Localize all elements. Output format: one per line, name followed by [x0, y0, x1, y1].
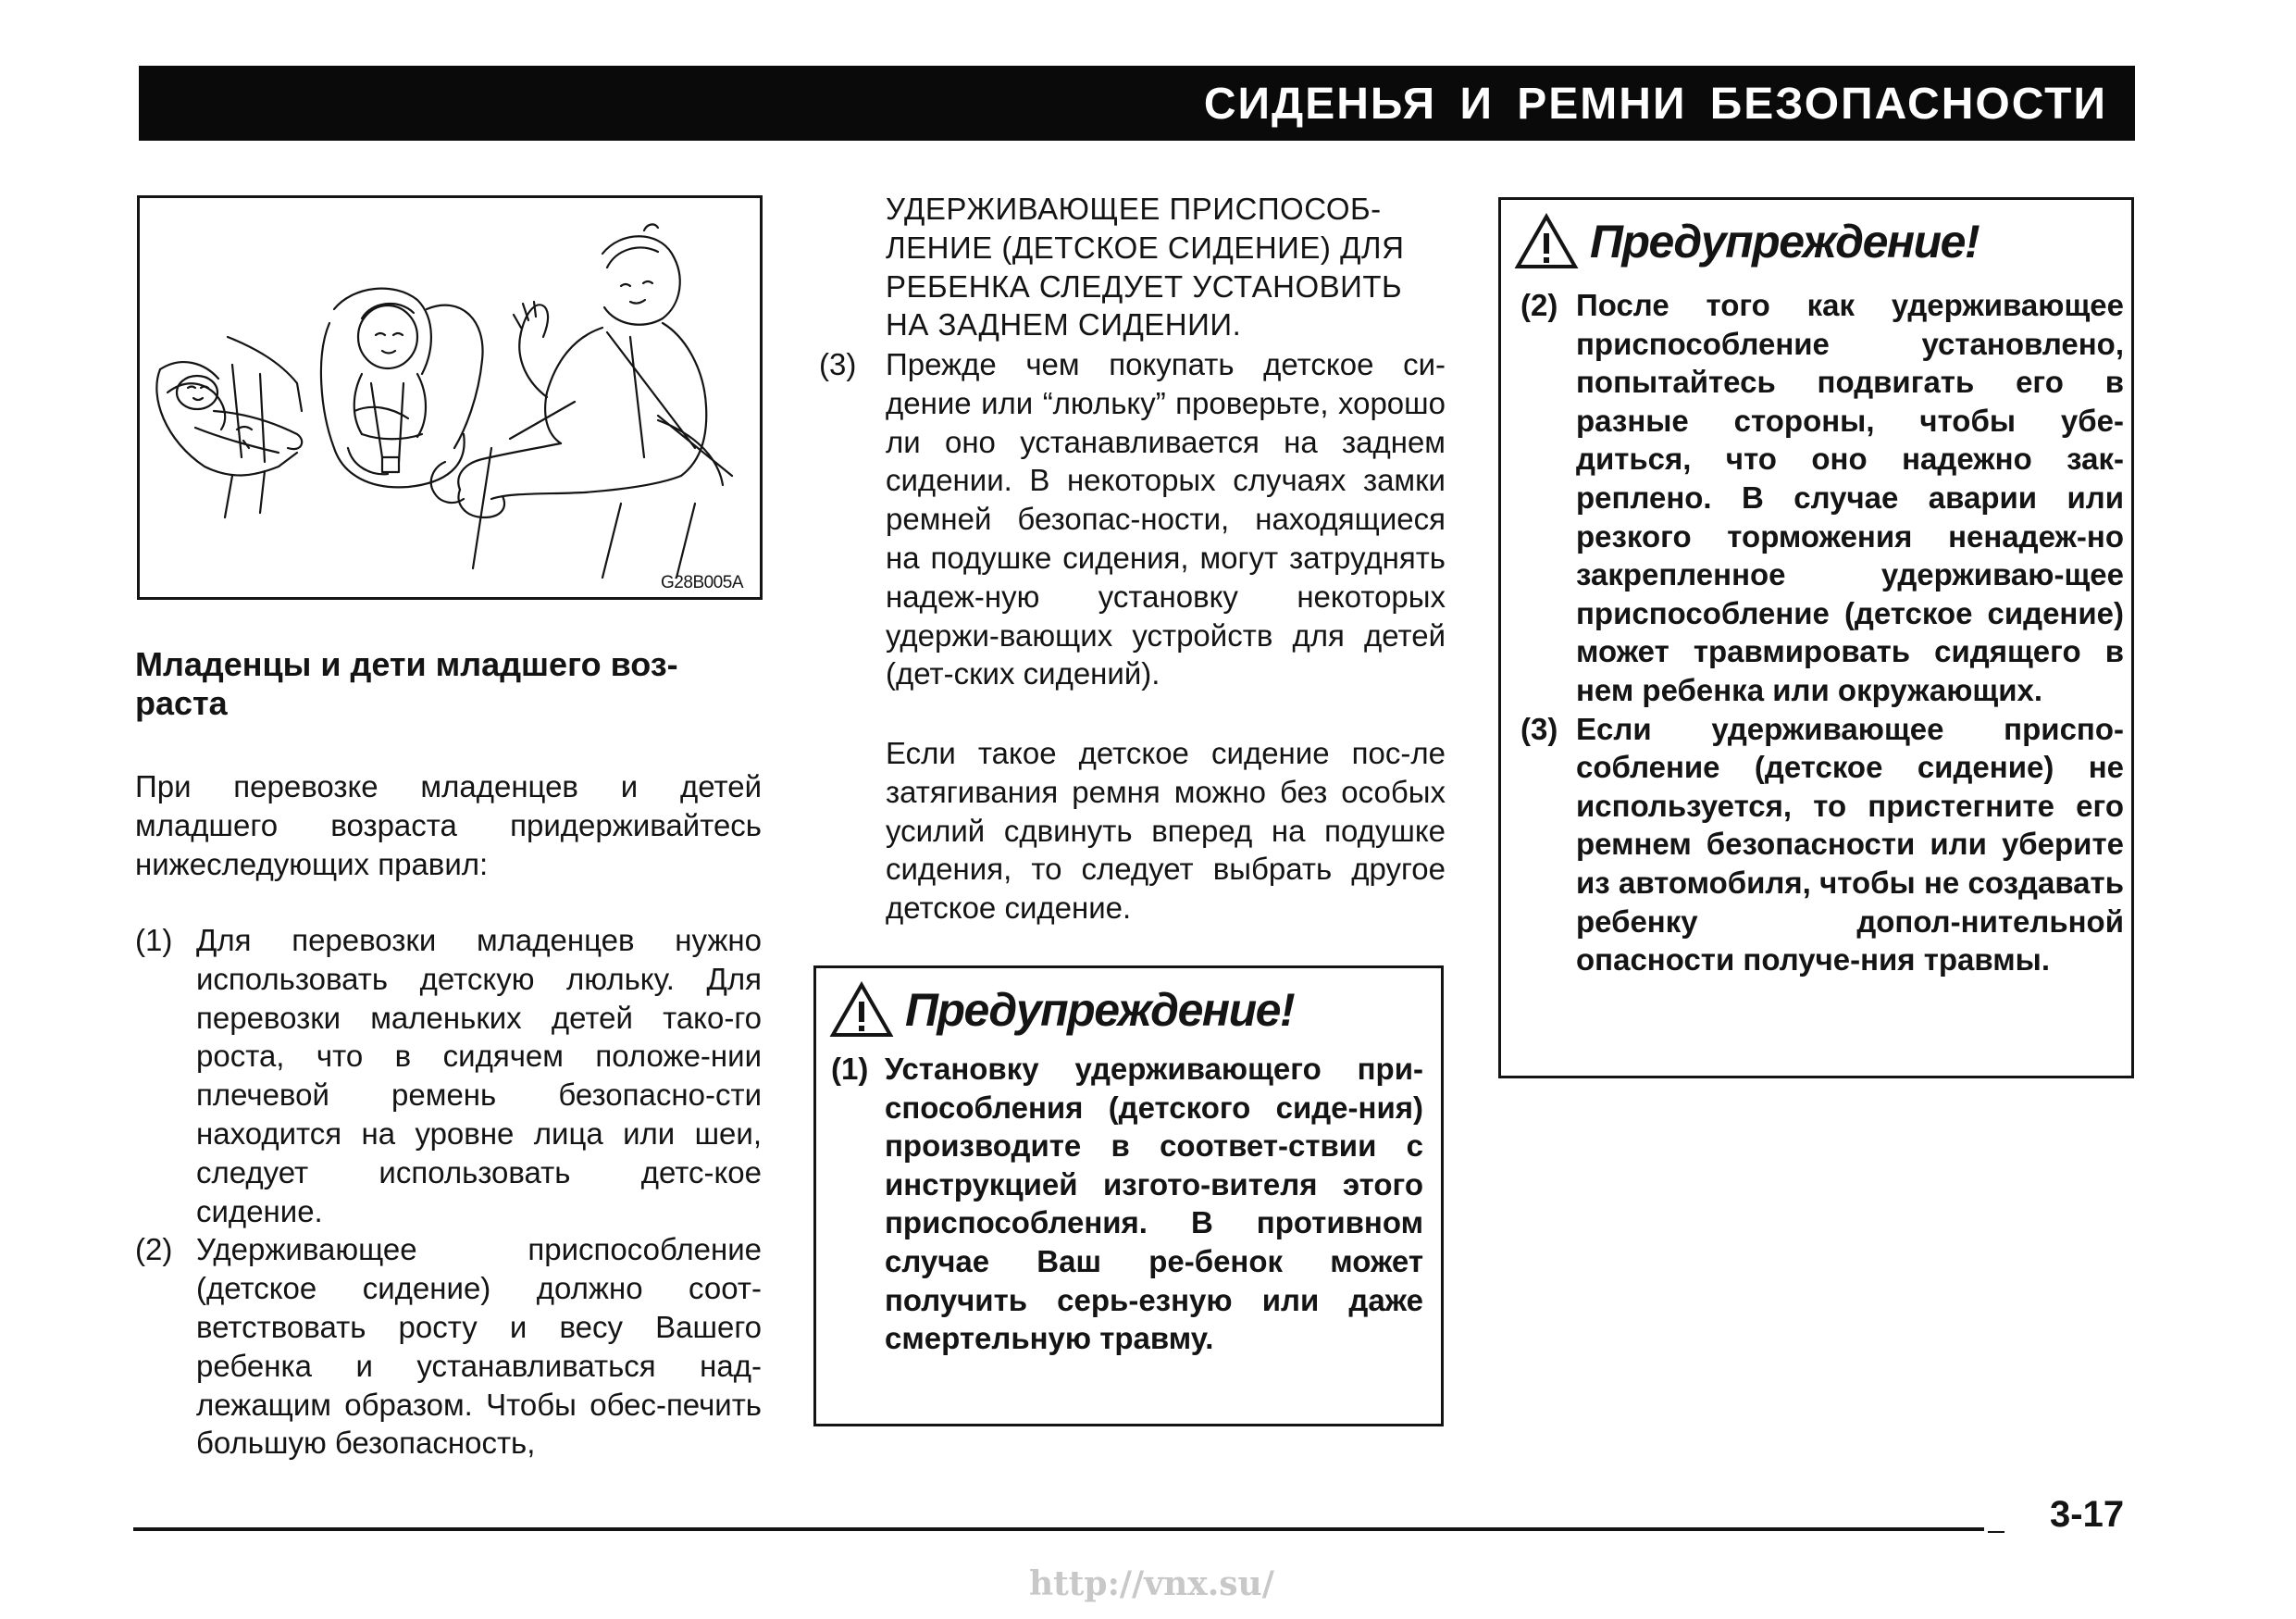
- warning-triangle-icon: [829, 981, 894, 1039]
- rule-3-continuation: Если такое детское сидение пос-ле затягивания ремня можно без особых усилий сдвинуть вперед на подушке сидения, то следует выбрать другое детское сидение.: [886, 736, 1446, 926]
- watermark: http://vnx.su/: [1029, 1564, 1274, 1603]
- infant-carrier-drawing: [156, 337, 302, 517]
- item-text: Если удерживающее приспо-собление (детское сидение) не используется, то пристегните его ремнем безопасности или уберите из автомобиля, чтобы не создавать ребенку допол-нительной опасности получе-ния травмы.: [1576, 711, 2124, 978]
- warning-item: [831, 1050, 1423, 1358]
- warning-item: [1520, 710, 2124, 979]
- item-number: (3): [1520, 711, 1558, 746]
- item-number: (3): [819, 347, 857, 381]
- list-item: [135, 1230, 762, 1463]
- list-item: [135, 921, 762, 1230]
- item-text: Прежде чем покупать детское си-дение или “люльку” проверьте, хорошо ли оно устанавливается на заднем сидении. В некоторых случаях замки ремней безопас-ности, находящиеся на подушке сидения, могут затруднять надеж-ную установку некоторых удержи-вающих устройств для детей (дет-ских сидений).: [886, 347, 1446, 691]
- caps-notice: [886, 190, 1446, 344]
- child-seats-illustration: [137, 195, 763, 600]
- warning-header: [1514, 209, 1979, 274]
- footer-rule: [133, 1527, 1984, 1531]
- page-number: 3-17: [2050, 1494, 2125, 1535]
- child-booster-drawing: [431, 224, 732, 578]
- warning-title: Предупреждение!: [905, 984, 1295, 1036]
- item-text: После того как удерживающее приспособление установлено, попытайтесь подвигать его в разные стороны, чтобы убе-диться, что оно надежно зак-реплено. В случае аварии или резкого торможения ненадеж-но закрепленное удерживаю-щее приспособление (детское сидение) может травмировать сидящего в нем ребенка или окружающих.: [1576, 288, 2124, 707]
- rules-list: [135, 921, 762, 1463]
- list-item: [819, 345, 1446, 693]
- toddler-seat-drawing: [321, 289, 483, 488]
- footer-rule-end: [1988, 1531, 2004, 1533]
- warning-header: [829, 978, 1294, 1042]
- warning-box-2: [1498, 197, 2134, 1078]
- caps-notice-line: РЕБЕНКА СЛЕДУЕТ УСТАНОВИТЬ: [886, 268, 1403, 304]
- item-number: (2): [1520, 288, 1558, 322]
- child-seats-drawing: [140, 198, 760, 597]
- warning-body: [831, 1050, 1423, 1358]
- rule-3: [819, 345, 1446, 693]
- warning-box-1: [813, 965, 1444, 1426]
- item-number: (2): [135, 1232, 173, 1267]
- warning-title: Предупреждение!: [1590, 216, 1980, 268]
- section-title: СИДЕНЬЯ И РЕМНИ БЕЗОПАСНОСТИ: [1203, 80, 2107, 129]
- intro-paragraph: При перевозке младенцев и детей младшего возраста придерживайтесь нижеследующих правил:: [135, 769, 762, 881]
- item-text: Для перевозки младенцев нужно использовать детскую люльку. Для перевозки маленьких детей тако-го роста, что в сидячем положе-нии плечевой ремень безопасно-сти находится на уровне лица или шеи, следует использовать детс-кое сидение.: [196, 923, 762, 1228]
- item-number: (1): [135, 923, 173, 957]
- warning-item: [1520, 286, 2124, 710]
- figure-code: G28B005A: [661, 573, 743, 592]
- warning-body: [1520, 286, 2124, 979]
- warning-triangle-icon: [1514, 213, 1579, 270]
- caps-notice-line: ЛЕНИЕ (ДЕТСКОЕ СИДЕНИЕ) ДЛЯ: [886, 230, 1405, 265]
- caps-notice-line: УДЕРЖИВАЮЩЕЕ ПРИСПОСОБ-: [886, 192, 1382, 226]
- caps-notice-line: НА ЗАДНЕМ СИДЕНИИ.: [886, 307, 1242, 342]
- item-number: (1): [831, 1052, 869, 1086]
- subsection-heading: Младенцы и дети младшего воз-раста: [135, 645, 678, 722]
- item-text: Удерживающее приспособление (детское сидение) должно соот-ветствовать росту и весу Вашего ребенка и устанавливаться над-лежащим образом. Чтобы обес-печить большую безопасность,: [196, 1232, 762, 1461]
- item-text: Установку удерживающего при-способления (детского сиде-ния) производите в соответ-ствии с инструкцией изгото-вителя этого приспособления. В противном случае Ваш ре-бенок может получить серь-езную или даже смертельную травму.: [885, 1052, 1423, 1356]
- section-header-bar: [139, 66, 2135, 141]
